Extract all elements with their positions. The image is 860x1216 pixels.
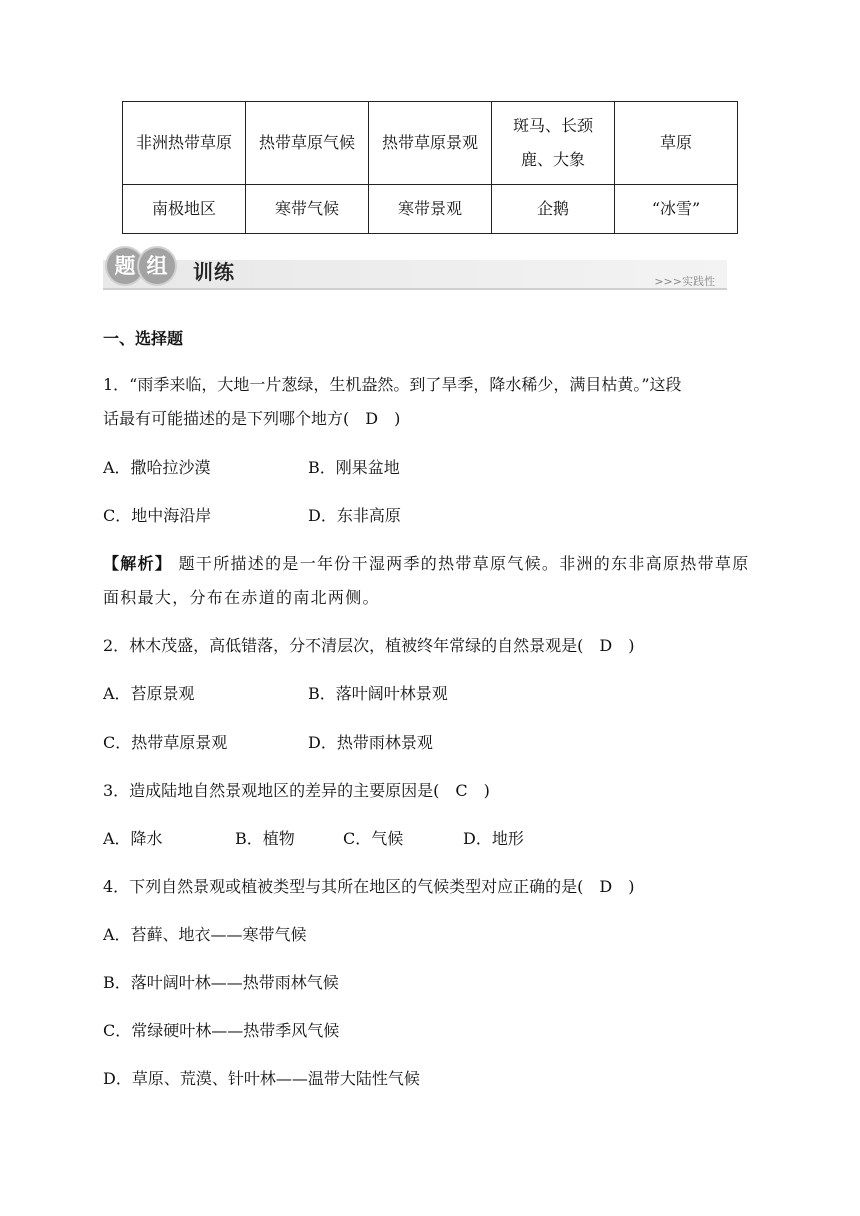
table-cell: 斑马、长颈鹿、大象 — [492, 102, 615, 185]
banner-title: 训练 — [193, 260, 235, 284]
question-1-stem-line1: 1．“雨季来临，大地一片葱绿，生机盎然。到了旱季，降水稀少，满目枯黄。”这段 — [103, 375, 682, 394]
question-2-option-c: C．热带草原景观 — [103, 733, 228, 752]
table-cell: 寒带气候 — [246, 185, 369, 234]
question-3-option-c: C．气候 — [343, 829, 404, 848]
question-1-option-a: A．撒哈拉沙漠 — [103, 458, 211, 477]
question-1-analysis-line1 — [103, 551, 750, 574]
table-row — [123, 185, 738, 234]
question-2-stem: 2．林木茂盛，高低错落，分不清层次，植被终年常绿的自然景观是( D ) — [103, 636, 635, 655]
banner-circle-badge: 组 — [139, 248, 175, 284]
analysis-text: 题干所描述的是一年份干湿两季的热带草原气候。非洲的东非高原热带草原 — [178, 554, 750, 573]
question-1-stem-line2: 话最有可能描述的是下列哪个地方( D ) — [103, 409, 401, 428]
table-cell: 非洲热带草原 — [123, 102, 246, 185]
question-2-option-d: D．热带雨林景观 — [308, 733, 433, 752]
question-1-option-d: D．东非高原 — [308, 506, 401, 525]
table-cell: 热带草原气候 — [246, 102, 369, 185]
table-cell: 南极地区 — [123, 185, 246, 234]
question-4-option-a: A．苔藓、地衣——寒带气候 — [103, 925, 307, 944]
banner-circle-badge: 题 — [107, 248, 143, 284]
table-cell: 草原 — [615, 102, 738, 185]
question-4-option-c: C．常绿硬叶林——热带季风气候 — [103, 1021, 340, 1040]
table-row — [123, 102, 738, 185]
question-3-option-d: D．地形 — [463, 829, 524, 848]
table-cell: “冰雪” — [615, 185, 738, 234]
question-1-option-b: B．刚果盆地 — [308, 458, 400, 477]
question-4-stem: 4．下列自然景观或植被类型与其所在地区的气候类型对应正确的是( D ) — [103, 877, 635, 896]
question-4-option-b: B．落叶阔叶林——热带雨林气候 — [103, 973, 339, 992]
question-1-option-c: C．地中海沿岸 — [103, 506, 212, 525]
question-4-option-d: D．草原、荒漠、针叶林——温带大陆性气候 — [103, 1069, 420, 1088]
banner-tag: >>>实践性 — [654, 275, 715, 288]
question-3-stem: 3．造成陆地自然景观地区的差异的主要原因是( C ) — [103, 781, 490, 800]
question-3-option-a: A．降水 — [103, 829, 163, 848]
question-3-option-b: B．植物 — [235, 829, 295, 848]
landscape-table — [122, 101, 738, 234]
section-title: 一、选择题 — [103, 329, 184, 348]
table-cell: 热带草原景观 — [369, 102, 492, 185]
analysis-label: 【解析】 — [103, 554, 173, 573]
table-cell: 企鹅 — [492, 185, 615, 234]
question-2-option-b: B．落叶阔叶林景观 — [308, 684, 448, 703]
question-1-analysis-line2: 面积最大，分布在赤道的南北两侧。 — [103, 588, 380, 607]
section-banner — [103, 246, 727, 290]
table-cell: 寒带景观 — [369, 185, 492, 234]
question-2-option-a: A．苔原景观 — [103, 684, 195, 703]
